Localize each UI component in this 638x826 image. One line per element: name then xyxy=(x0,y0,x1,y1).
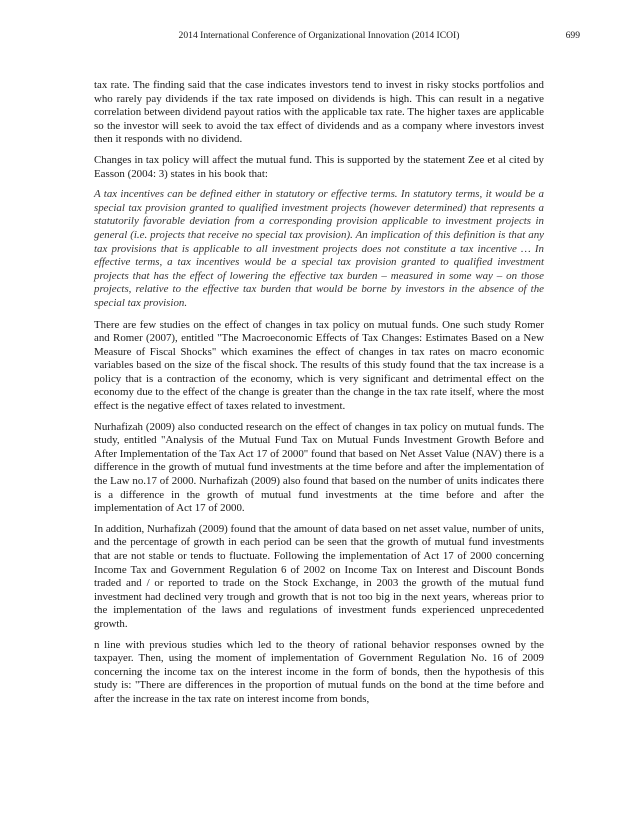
page-number: 699 xyxy=(565,30,580,41)
paragraph-nurhafizah-study: Nurhafizah (2009) also conducted research on the effect of changes in tax policy on mutual funds. The study, entitled "Analysis of the Mutual Fund Tax on Mutual Funds Investment Growth Before and After Implementation of the Tax Act 17 of 2000" found that based on Net Asset Value (NAV) there is a difference in the growth of mutual fund investments at the time before and after the implementation of the Law no.17 of 2000. Nurhafizah (2009) also found that based on the number of units indicates there is a difference in the growth of mutual fund investments at the time before and after the implementation of Act 17 of 2000. xyxy=(94,420,544,515)
paragraph-romer-study: There are few studies on the effect of changes in tax policy on mutual funds. One such study Romer and Romer (2007), entitled "The Macroeconomic Effects of Tax Changes: Estimates Based on a New Measure of Fiscal Shocks" which examines the effect of changes in tax rates on macro economic variables based on the size of the fiscal shock. The results of this study found that the tax increase is a policy that is a contraction of the economy, which is very significant and detrimental effect on the economy due to the effect of the change is greater than the change in the tax rate itself, where the most effect is the negative effect of taxes related to investment. xyxy=(94,318,544,413)
conference-title: 2014 International Conference of Organizational Innovation (2014 ICOI) xyxy=(178,30,460,41)
paragraph-nurhafizah-findings: In addition, Nurhafizah (2009) found that the amount of data based on net asset value, number of units, and the percentage of growth in each period can be seen that the growth of mutual fund investments that are not stable or tends to fluctuate. Following the implementation of Act 17 of 2000 concerning Income Tax and Government Regulation 6 of 2002 on Income Tax on Interest and Discount Bonds traded and / or reported to trade on the Stock Exchange, in 2003 the growth of the mutual fund investment had declined very trough and growth that is not too big in the next years, whereas prior to the implementation of the laws and regulations of investment funds experienced unprecedented growth. xyxy=(94,522,544,630)
body-text xyxy=(94,79,544,714)
paragraph-tax-policy-intro: Changes in tax policy will affect the mutual fund. This is supported by the statement Zee et al cited by Easson (2004: 3) states in his book that: xyxy=(94,153,544,180)
block-quote-tax-incentives: A tax incentives can be defined either in statutory or effective terms. In statutory terms, it would be a special tax provision granted to qualified investment projects (however determined) that represents a statutorily favorable deviation from a corresponding provision applicable to investment projects in general (i.e. projects that receive no special tax provision). An implication of this definition is that any tax provisions that is applicable to all investment projects does not constitute a tax incentive … In effective terms, a tax incentives would be a special tax provision granted to qualified investment projects that has the effect of lowering the effective tax burden – measured in some way – on those projects, relative to the effective tax burden that would be borne by investors in the absence of the special tax provision. xyxy=(94,188,544,309)
paragraph-dividend-tax: tax rate. The finding said that the case indicates investors tend to invest in risky stocks portfolios and who rarely pay dividends if the tax rate imposed on dividends is high. This can result in a negative correlation between dividend payout ratios with the applicable tax rate. The higher taxes are applicable so the investor will seek to avoid the tax effect of dividends and as a company where investors invest then it responds with no dividend. xyxy=(94,79,544,146)
paragraph-hypothesis: n line with previous studies which led to the theory of rational behavior responses owned by the taxpayer. Then, using the moment of implementation of Government Regulation No. 16 of 2009 concerning the income tax on the interest income in the form of bonds, then the hypothesis of this study is: "There are differences in the proportion of mutual funds on the bond at the time before and after the increase in the tax rate on interest income from bonds, xyxy=(94,638,544,705)
